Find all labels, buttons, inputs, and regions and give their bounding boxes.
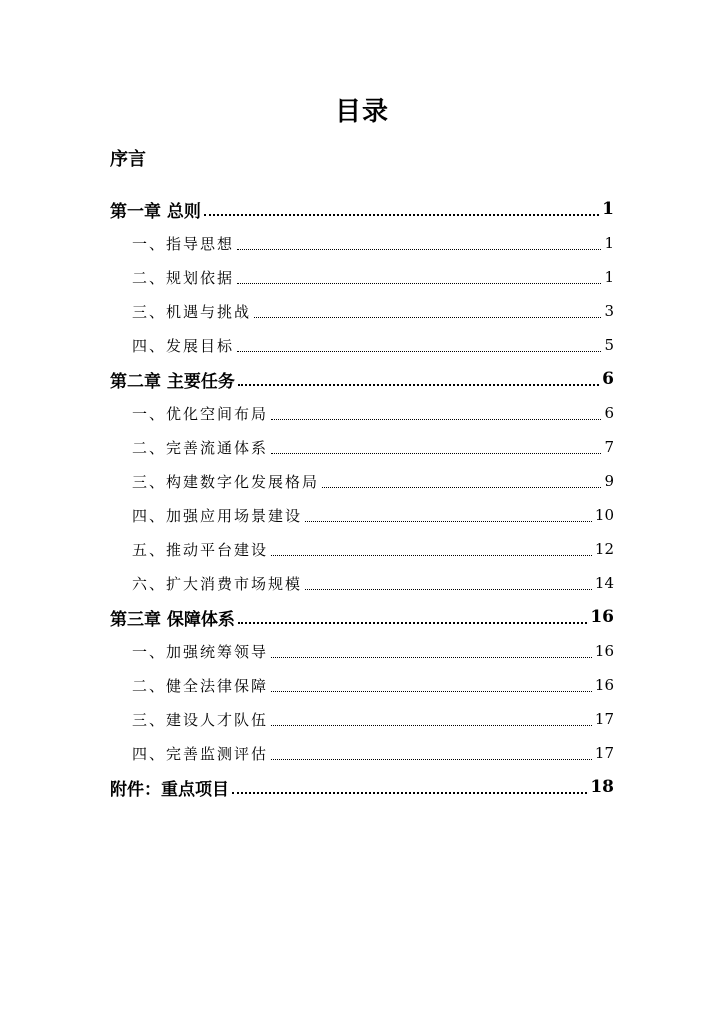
toc-label: 三、机遇与挑战 [132,302,252,321]
toc-row[interactable] [110,634,614,668]
toc-page-number: 6 [604,404,614,422]
toc-label: 二、健全法律保障 [132,676,269,695]
toc-page-number: 9 [604,472,614,490]
toc-label: 三、构建数字化发展格局 [132,472,320,491]
toc-row[interactable] [110,430,614,464]
toc-leader [271,691,592,692]
toc-leader [271,555,592,556]
toc-leader [204,214,599,216]
toc-page-number: 12 [594,540,614,558]
toc-leader [271,725,592,726]
toc-row[interactable] [110,260,614,294]
toc-label: 一、加强统筹领导 [132,642,269,661]
toc-leader [271,657,592,658]
toc-row[interactable] [110,498,614,532]
toc-leader [271,759,592,760]
toc-label: 四、发展目标 [132,336,235,355]
page-title: 目录 [334,97,389,127]
toc-page-number: 18 [590,777,614,797]
toc-page-number: 17 [594,710,614,728]
toc-page-number: 16 [594,642,614,660]
toc-row[interactable] [110,294,614,328]
toc-row[interactable] [110,192,614,226]
toc-leader [237,249,601,250]
toc-page-number: 7 [604,438,614,456]
toc-page-number: 6 [602,369,614,389]
toc-leader [237,351,601,352]
toc-label: 四、加强应用场景建设 [132,506,303,525]
toc-leader [238,384,599,386]
toc-label: 一、指导思想 [132,234,235,253]
toc-row[interactable] [110,600,614,634]
toc-row[interactable] [110,328,614,362]
toc-label: 附件：重点项目 [110,779,229,800]
toc-page-number: 3 [604,302,614,320]
toc-label: 三、建设人才队伍 [132,710,269,729]
toc-row[interactable] [110,396,614,430]
toc-page-number: 10 [594,506,614,524]
toc-row[interactable] [110,702,614,736]
toc-row[interactable] [110,736,614,770]
toc-row[interactable] [110,362,614,396]
toc-row[interactable] [110,532,614,566]
toc-row[interactable] [110,566,614,600]
toc-leader [305,521,592,522]
toc-leader [322,487,601,488]
toc-label: 四、完善监测评估 [132,744,269,763]
toc-label: 六、扩大消费市场规模 [132,574,303,593]
toc-page-number: 1 [604,268,614,286]
toc-leader [271,453,601,454]
toc-page-number: 5 [604,336,614,354]
toc-leader [237,283,601,284]
toc-row[interactable] [110,770,614,804]
toc-label: 二、完善流通体系 [132,438,269,457]
toc-leader [232,792,587,794]
toc-leader [271,419,601,420]
table-of-contents [110,192,614,804]
toc-page-number: 1 [604,234,614,252]
toc-leader [238,622,587,624]
toc-label: 第二章 主要任务 [110,371,235,392]
preface-heading: 序言 [110,149,146,170]
toc-page-number: 16 [590,607,614,627]
toc-row[interactable] [110,464,614,498]
toc-label: 五、推动平台建设 [132,540,269,559]
toc-leader [254,317,601,318]
toc-row[interactable] [110,226,614,260]
toc-label: 第一章 总则 [110,201,201,222]
toc-page-number: 14 [594,574,614,592]
toc-label: 二、规划依据 [132,268,235,287]
toc-row[interactable] [110,668,614,702]
toc-leader [305,589,592,590]
toc-page-number: 17 [594,744,614,762]
toc-page-number: 1 [602,199,614,219]
toc-page-number: 16 [594,676,614,694]
toc-label: 第三章 保障体系 [110,609,235,630]
toc-label: 一、优化空间布局 [132,404,269,423]
